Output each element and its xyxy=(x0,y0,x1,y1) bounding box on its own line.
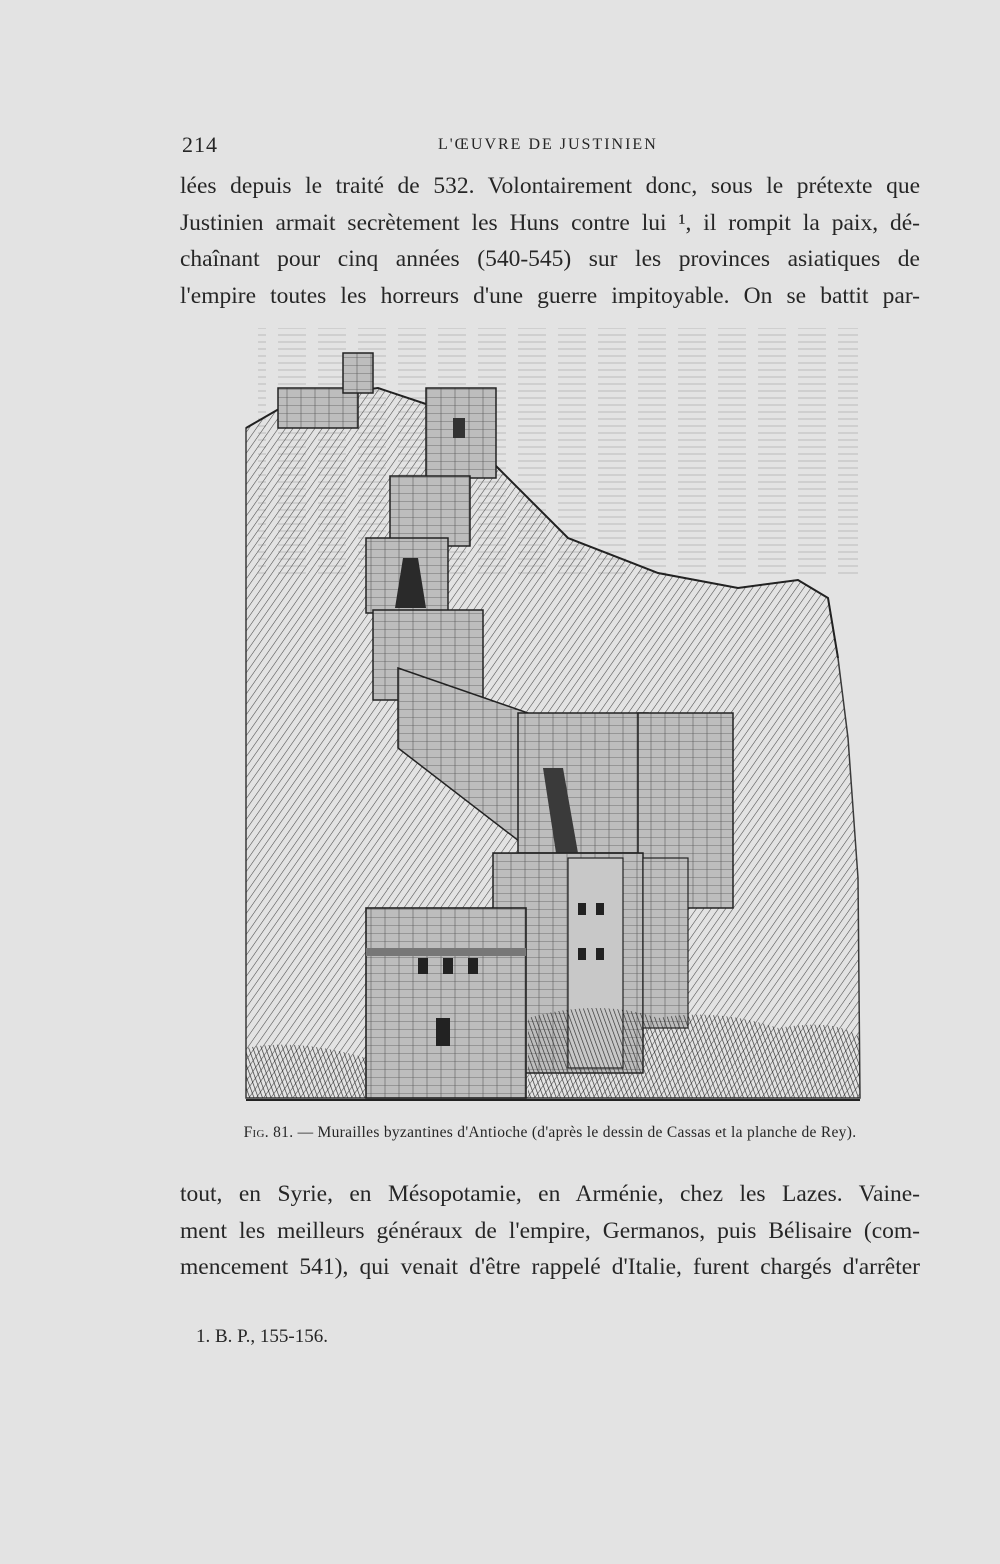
text-line: tout, en Syrie, en Mésopotamie, en Arménie, chez les Lazes. Vaine- xyxy=(180,1181,920,1207)
page-number: 214 xyxy=(182,132,218,157)
byzantine-walls-engraving xyxy=(238,318,868,1113)
text-line: mencement 541), qui venait d'être rappelé d'Italie, furent chargés d'arrêter xyxy=(180,1254,920,1280)
figure-label: Fig. 81. xyxy=(243,1124,294,1141)
text-line: ment les meilleurs généraux de l'empire, Germanos, puis Bélisaire (com- xyxy=(180,1217,920,1244)
text-line: chaînant pour cinq années (540-545) sur les provinces asiatiques de xyxy=(180,246,920,272)
figure-caption-text: — Murailles byzantines d'Antioche (d'après le dessin de Cassas et la planche de Rey). xyxy=(297,1124,857,1141)
figure-engraving xyxy=(238,318,868,1113)
body-text-top xyxy=(180,168,920,314)
page-header xyxy=(182,128,920,162)
figure-caption xyxy=(180,1124,920,1142)
body-text-bottom xyxy=(180,1176,920,1286)
running-head: L'ŒUVRE DE JUSTINIEN xyxy=(438,136,658,153)
text-line: l'empire toutes les horreurs d'une guerre impitoyable. On se battit par- xyxy=(180,282,920,309)
text-line: Justinien armait secrètement les Huns contre lui ¹, il rompit la paix, dé- xyxy=(180,209,920,236)
footnote: 1. B. P., 155-156. xyxy=(196,1326,328,1347)
text-line: lées depuis le traité de 532. Volontairement donc, sous le prétexte que xyxy=(180,173,920,199)
